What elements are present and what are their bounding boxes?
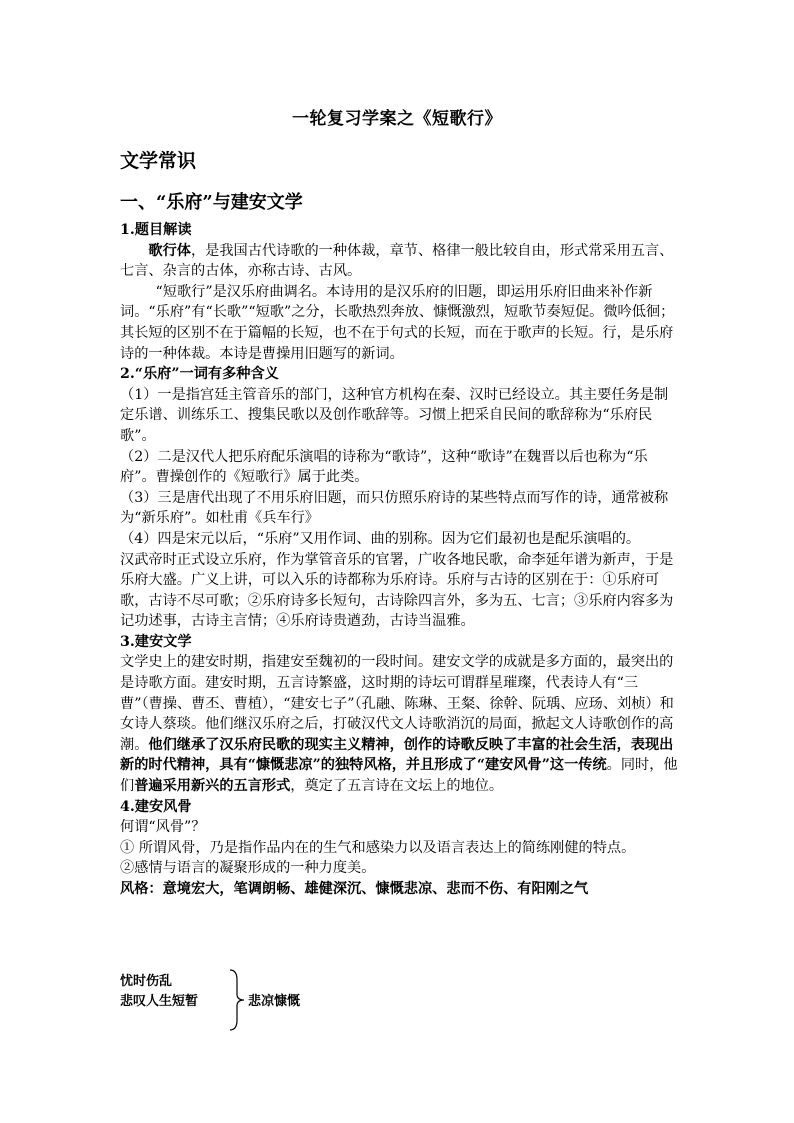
term-gexingti: 歌行体: [148, 242, 191, 259]
list-item-meaning-1: （1）一是指宫廷主管音乐的部门，这种官方机构在秦、汉时已经设立。其主要任务是制定乐谱、训练乐工、搜集民歌以及创作歌辞等。习惯上把采自民间的歌辞称为“乐府民歌”。: [120, 386, 669, 444]
list-item-meaning-4: （4）四是宋元以后，“乐府”又用作词、曲的别称。因为它们最初也是配乐演唱的。: [120, 530, 641, 547]
summary-item-1: 忧时伤乱: [120, 974, 173, 989]
jianan-text-d: 普遍采用新兴的五言形式: [134, 778, 291, 795]
fenggu-item-2: ②感情与语言的凝聚形成的一种力度美。: [120, 860, 376, 877]
document-title: 一轮复习学案之《短歌行》: [292, 109, 502, 129]
list-item-meaning-3: （3）三是唐代出现了不用乐府旧题，而只仿照乐府诗的某些特点而写作的诗，通常被称为“新乐府”。如杜甫《兵车行》: [120, 489, 669, 527]
heading-title-interpretation: 1.题目解读: [120, 222, 192, 238]
summary-list: [120, 972, 198, 1012]
jianan-text-c: 。同时，他们: [120, 757, 678, 795]
jianan-text-a: 文学史上的建安时期，指建安至魏初的一段时间。建安文学的成就是多方面的，最突出的是诗歌方面。建安时期，五言诗繁盛，这时期的诗坛可谓群星璀璨，代表诗人有“三曹”（曹操、曹丕、曹植），“建安七子”（孔融、陈琳、王粲、徐幹、阮瑀、应玚、刘桢）和女诗人蔡琰。他们继汉乐府之后，打破汉代文人诗歌消沉的局面，掀起文人诗歌创作的高潮。: [120, 654, 674, 753]
heading-yuefu-meanings: 2.“乐府”一词有多种含义: [120, 366, 279, 383]
paragraph-gexingti-text: ，是我国古代诗歌的一种体裁，章节、格律一般比较自由，形式常采用五言、七言、杂言的古体，亦称古诗、古风。: [120, 242, 674, 280]
paragraph-duangexing: “短歌行”是汉乐府曲调名。本诗用的是汉乐府的旧题，即运用乐府旧曲来补作新词。“乐府”有“长歌”“短歌”之分，长歌热烈奔放、慷慨激烈，短歌节奏短促。微吟低徊；其长短的区别不在于篇幅的长短，也不在于句式的长短，而在于歌声的长短。行，是乐府诗的一种体裁。本诗是曹操用旧题写的新词。: [120, 283, 675, 362]
fenggu-item-1: ① 所谓风骨，乃是指作品内在的生气和感染力以及语言表达上的简练刚健的特点。: [120, 839, 636, 856]
jianan-text-b: 他们继承了汉乐府民歌的现实主义精神，创作的诗歌反映了丰富的社会生活，表现出新的时代精神，具有“慷慨悲凉”的独特风格，并且形成了“建安风骨”这一传统: [120, 736, 674, 774]
style-line: 风格：意境宏大，笔调朗畅、雄健深沉、慷慨悲凉、悲而不伤、有阳刚之气: [120, 881, 589, 897]
jianan-text-e: ，奠定了五言诗在文坛上的地位。: [290, 778, 504, 795]
heading-jianan-literature: 3.建安文学: [120, 633, 192, 650]
summary-item-2: 悲叹人生短暂: [120, 994, 199, 1009]
paragraph-yuefu-history: 汉武帝时正式设立乐府，作为掌管音乐的官署，广收各地民歌，命李延年谱为新声，于是乐府大盛。广义上讲，可以入乐的诗都称为乐府诗。乐府与古诗的区别在于：①乐府可歌，古诗不尽可歌；②乐府诗多长短句，古诗除四言外，多为五、七言；③乐府内容多为记功述事，古诗主言情；④乐府诗贵遒劲，古诗当温雅。: [120, 551, 674, 630]
section-heading: 文学常识: [120, 150, 197, 172]
brace-icon: [226, 968, 248, 1032]
paragraph-jianan: [120, 652, 680, 796]
summary-conclusion: 悲凉慷慨: [248, 994, 301, 1009]
document-body: [120, 220, 680, 900]
list-item-meaning-2: （2）二是汉代人把乐府配乐演唱的诗称为“歌诗”，这种“歌诗”在魏晋以后也称为“乐府”。曹操创作的《短歌行》属于此类。: [120, 448, 648, 486]
fenggu-question: 何谓“风骨”？: [120, 819, 206, 836]
paragraph-gexingti: [120, 241, 680, 282]
subsection-heading: 一、“乐府”与建安文学: [120, 192, 303, 213]
heading-jianan-fenggu: 4.建安风骨: [120, 798, 192, 815]
